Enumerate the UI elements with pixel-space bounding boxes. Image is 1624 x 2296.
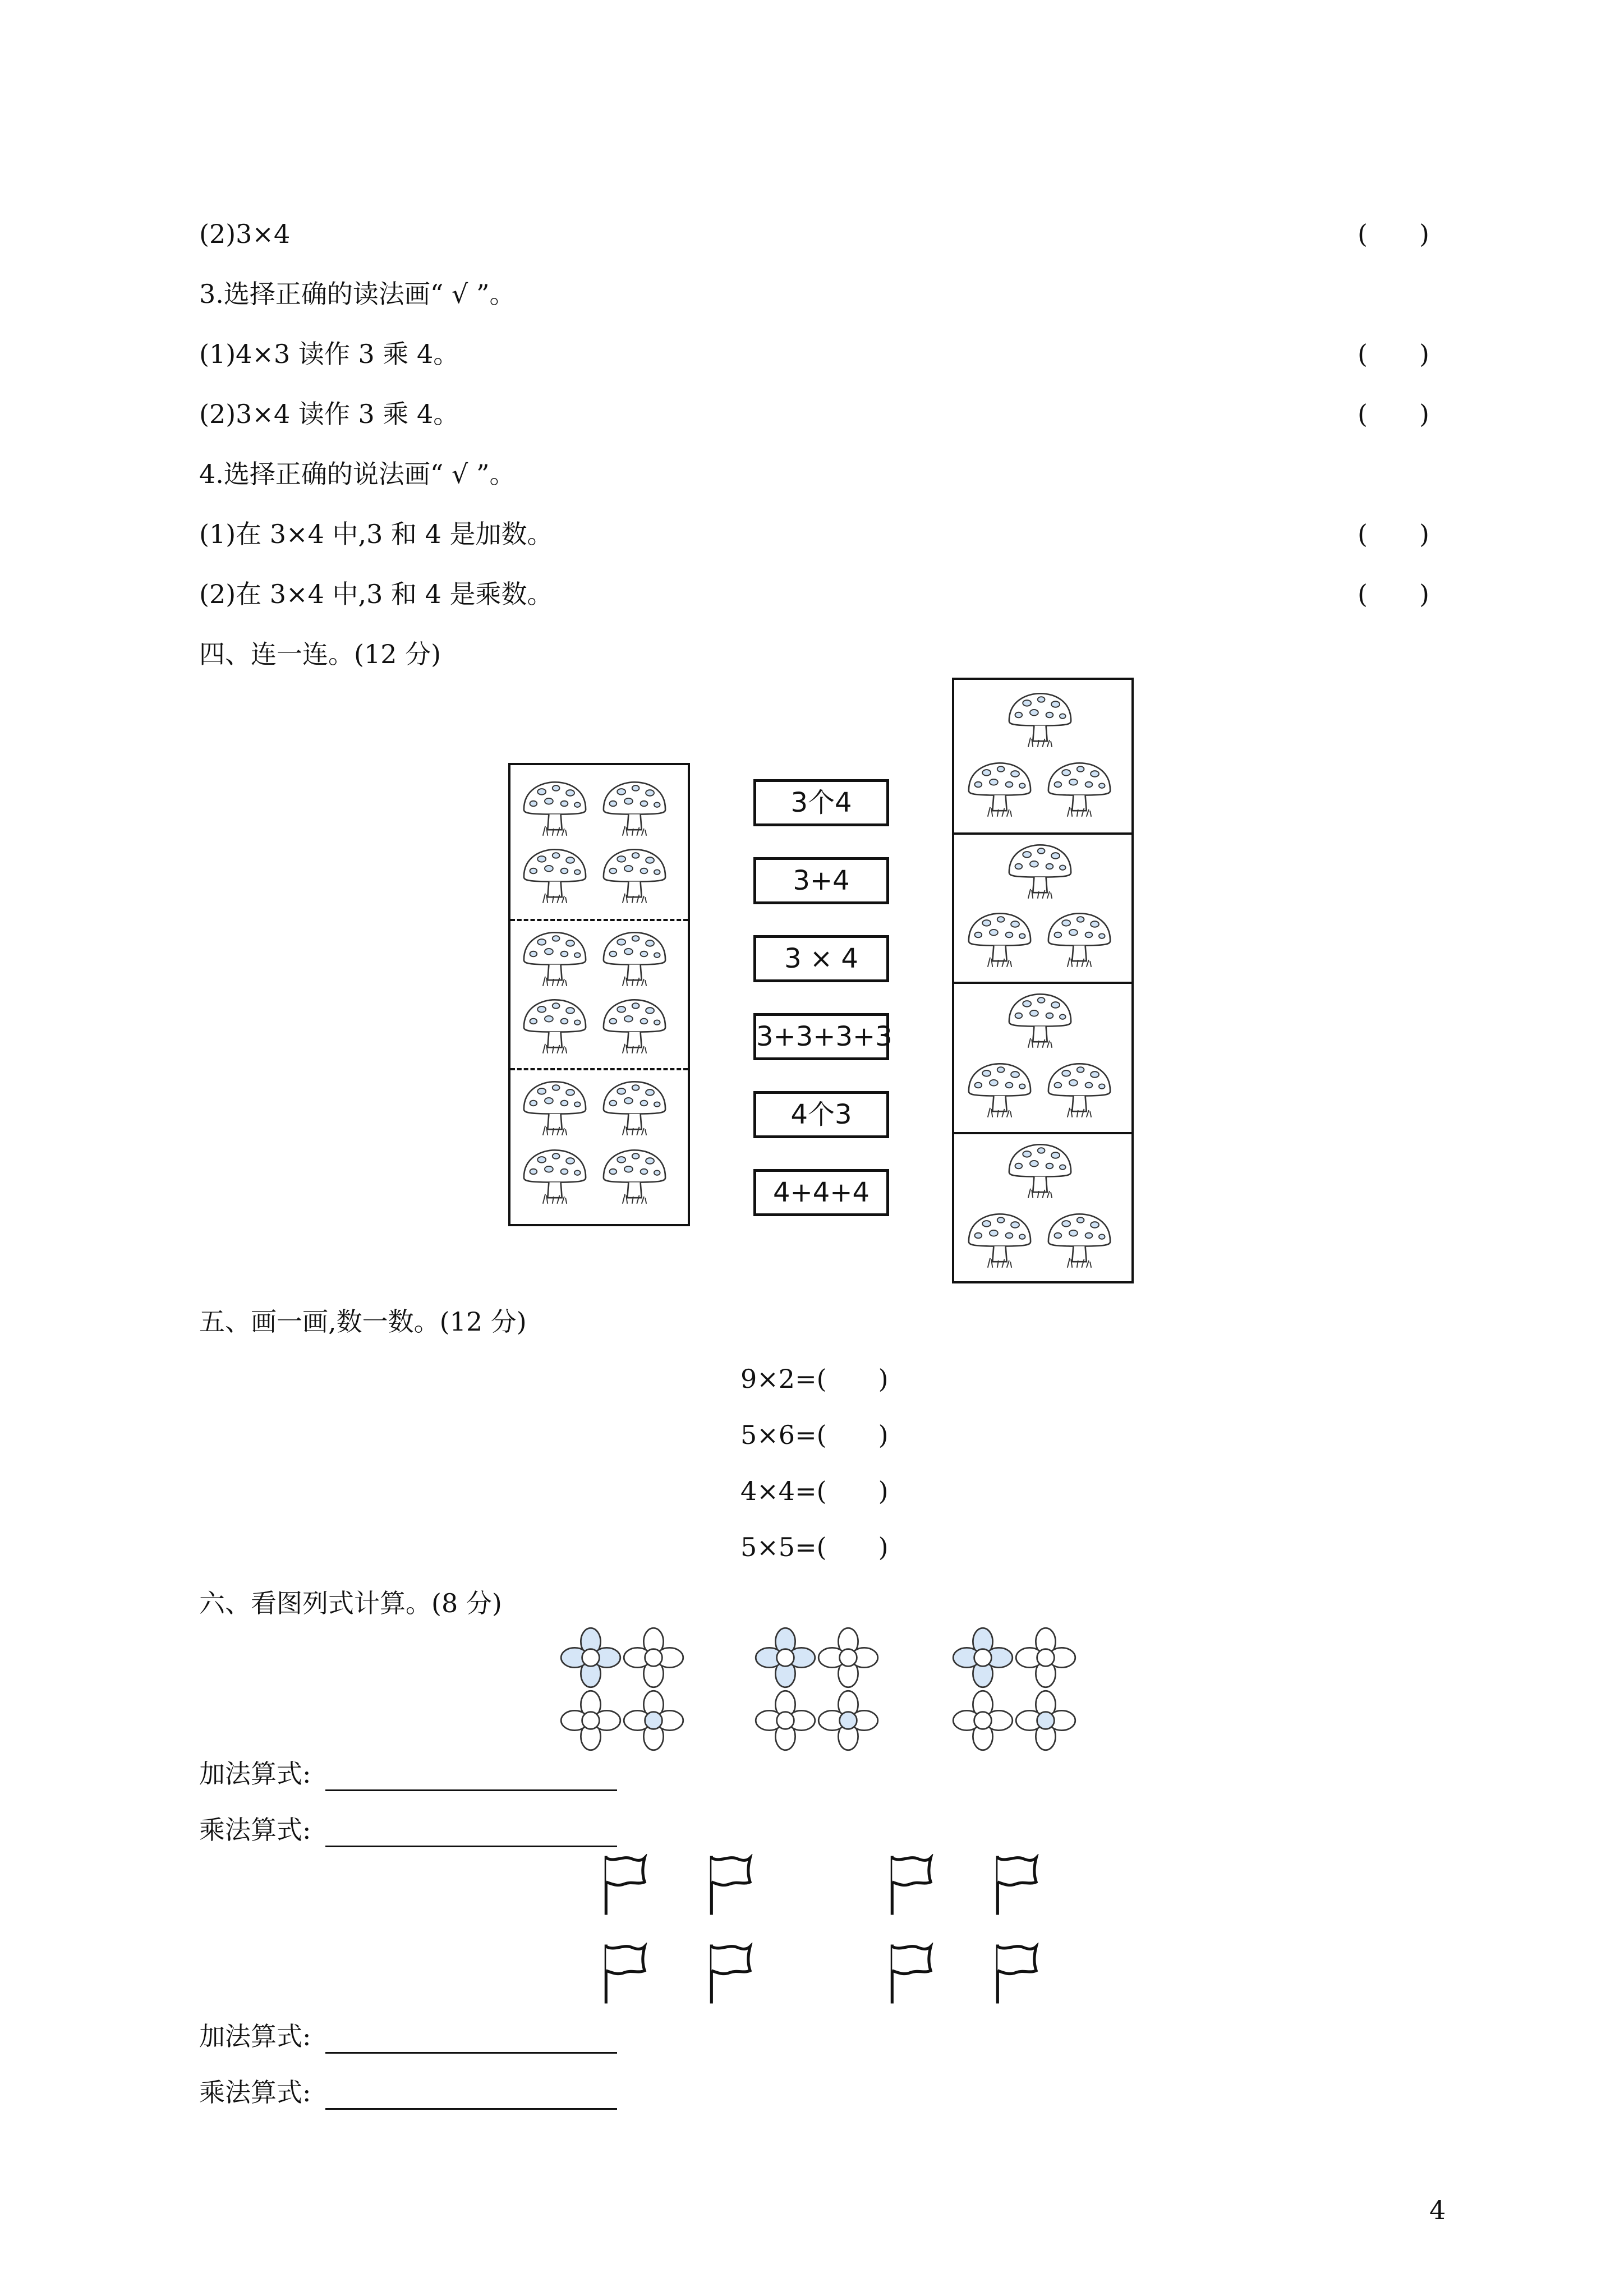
divider — [510, 919, 688, 921]
mushroom-icon — [1043, 910, 1115, 969]
question-3-1: (1)4×3 读作 3 乘 4。 — [199, 339, 459, 369]
flag-icon — [886, 1943, 935, 2005]
question-3-2: (2)3×4 读作 3 乘 4。 — [199, 399, 459, 429]
addition-label: 加法算式: — [199, 1759, 311, 1789]
mushroom-icon — [964, 1211, 1036, 1270]
multiplication-label: 乘法算式: — [199, 1815, 311, 1845]
question-4-2: (2)在 3×4 中,3 和 4 是乘数。 — [199, 579, 553, 609]
flower-icon — [1015, 1690, 1076, 1751]
question-4-1: (1)在 3×4 中,3 和 4 是加数。 — [199, 519, 553, 549]
mushroom-icon — [519, 1147, 591, 1206]
answer-paren[interactable]: ( ) — [1358, 519, 1429, 549]
flower-icon — [560, 1627, 622, 1688]
answer-paren[interactable]: ( ) — [1358, 579, 1429, 609]
mushroom-icon — [1043, 1060, 1115, 1120]
question-4-title: 4.选择正确的说法画“ √ ”。 — [199, 459, 516, 489]
flower-icon — [952, 1690, 1014, 1751]
flower-icon — [952, 1627, 1014, 1688]
question-3-title: 3.选择正确的读法画“ √ ”。 — [199, 279, 516, 309]
flower-icon — [1015, 1627, 1076, 1688]
flower-icon — [755, 1690, 816, 1751]
flag-icon — [706, 1943, 754, 2005]
mushroom-icon — [599, 846, 670, 905]
mushroom-icon — [1004, 991, 1076, 1050]
mushroom-icon — [964, 910, 1036, 969]
mushroom-icon — [519, 929, 591, 988]
match-option-box[interactable]: 3 × 4 — [753, 935, 889, 982]
addition-label: 加法算式: — [199, 2021, 311, 2051]
mushroom-icon — [964, 1060, 1036, 1120]
section-4-title: 四、连一连。(12 分) — [199, 639, 441, 669]
flower-icon — [817, 1690, 879, 1751]
mushroom-icon — [1004, 690, 1076, 749]
section-6-title: 六、看图列式计算。(8 分) — [199, 1588, 502, 1618]
mushroom-icon — [599, 1078, 670, 1138]
multiplication-label: 乘法算式: — [199, 2077, 311, 2108]
answer-paren[interactable]: ( ) — [1358, 399, 1429, 429]
divider — [954, 1132, 1131, 1134]
flag-icon — [886, 1854, 935, 1917]
answer-paren[interactable]: ( ) — [1358, 219, 1429, 249]
match-option-box[interactable]: 4+4+4 — [753, 1169, 889, 1216]
flower-icon — [817, 1627, 879, 1688]
divider — [510, 1068, 688, 1070]
mushroom-icon — [1043, 1211, 1115, 1270]
flower-icon — [755, 1627, 816, 1688]
divider — [954, 832, 1131, 835]
flag-icon — [600, 1854, 648, 1917]
mushroom-icon — [964, 760, 1036, 819]
answer-paren[interactable]: ( ) — [1358, 339, 1429, 369]
flag-icon — [600, 1943, 648, 2005]
page-number: 4 — [1429, 2195, 1446, 2225]
flag-icon — [706, 1854, 754, 1917]
flower-icon — [623, 1627, 684, 1688]
addition-answer-line[interactable] — [325, 2052, 617, 2054]
mushroom-icon — [599, 996, 670, 1056]
mushroom-icon — [519, 996, 591, 1056]
equation[interactable]: 9×2=( ) — [740, 1364, 889, 1394]
question-2-2: (2)3×4 — [199, 219, 291, 249]
divider — [954, 982, 1131, 984]
multiplication-answer-line[interactable] — [325, 1846, 617, 1847]
addition-answer-line[interactable] — [325, 1789, 617, 1791]
match-option-box[interactable]: 4个3 — [753, 1091, 889, 1138]
mushroom-icon — [519, 846, 591, 905]
match-option-box[interactable]: 3+4 — [753, 857, 889, 904]
flower-icon — [560, 1690, 622, 1751]
match-option-box[interactable]: 3+3+3+3 — [753, 1013, 889, 1060]
mushroom-icon — [519, 1078, 591, 1138]
flag-icon — [992, 1943, 1040, 2005]
match-option-box[interactable]: 3个4 — [753, 779, 889, 826]
mushroom-icon — [519, 779, 591, 838]
section-5-title: 五、画一画,数一数。(12 分) — [199, 1306, 527, 1337]
mushroom-icon — [1004, 1141, 1076, 1200]
flower-icon — [623, 1690, 684, 1751]
multiplication-answer-line[interactable] — [325, 2108, 617, 2110]
mushroom-icon — [599, 779, 670, 838]
equation[interactable]: 5×6=( ) — [740, 1420, 889, 1450]
equation[interactable]: 4×4=( ) — [740, 1476, 889, 1506]
flag-icon — [992, 1854, 1040, 1917]
equation[interactable]: 5×5=( ) — [740, 1532, 889, 1562]
mushroom-icon — [1043, 760, 1115, 819]
mushroom-icon — [1004, 841, 1076, 901]
mushroom-icon — [599, 929, 670, 988]
mushroom-icon — [599, 1147, 670, 1206]
